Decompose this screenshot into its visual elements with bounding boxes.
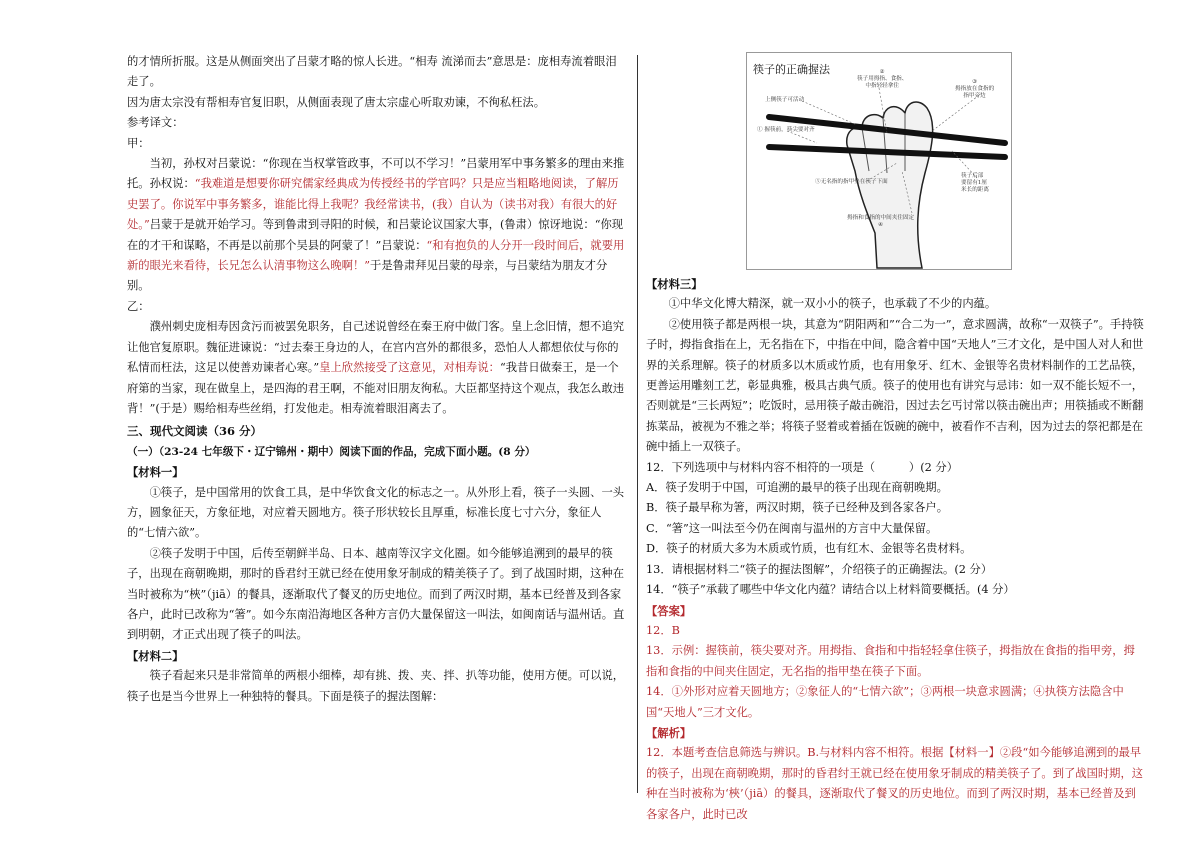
- question-13: 13．请根据材料二“筷子的握法图解”，介绍筷子的正确握法。(2 分）: [646, 562, 993, 576]
- label-three-fingers: ② 筷子用拇指、食指、 中指轻轻拿住: [857, 69, 908, 89]
- sub-heading: （一）（23-24 七年级下・辽宁锦州・期中）阅读下面的作品，完成下面小题。(8 分）: [127, 445, 536, 458]
- label-align-tips: ① 握筷前，筷尖要对齐: [757, 127, 815, 133]
- column-divider: [637, 55, 638, 793]
- chopsticks-grip-figure: [746, 52, 1012, 270]
- material-1-para-1: ①筷子，是中国常用的饮食工具，是中华饮食文化的标志之一。从外形上看，筷子一头圆、一头方，圆象征天，方象征地，对应着天圆地方。筷子形状较长且厚重，标准长度七寸六分，象征人的“七情六欲”。: [127, 485, 625, 540]
- figure-title: 筷子的正确握法: [753, 63, 830, 76]
- right-column: [646, 274, 1146, 825]
- label-ring-finger: ⑤无名指的指甲垫在筷子下面: [815, 179, 888, 185]
- material-2-heading: 【材料二】: [127, 648, 184, 663]
- label-thumb-index-fix: 拇指和食指的中间夹住固定 ④: [847, 215, 915, 228]
- label-thumb: ③ 拇指放在食指的 指甲旁边: [955, 79, 995, 99]
- translation-jia: 当初，孙权对吕蒙说：“你现在当权掌管政事，不可以不学习！”吕蒙用军中事务繁多的理由来推托。孙权说：“我难道是想要你研究儒家经典成为传授经书的学官吗？只是应当粗略地阅读，了解历史罢了。你说军中事务繁多，谁能比得上我呢？我经常读书，(我）自认为（读书对我）有很大的好处。”吕蒙于是就开始学习。等到鲁肃到寻阳的时候，和吕蒙论议国家大事，(鲁肃）惊讶地说：“你现在的才干和谋略，不再是以前那个吴县的阿蒙了！”吕蒙说：“和有抱负的人分开一段时间后，就要用新的眼光来看待，长兄怎么认清事物这么晚啊！”于是鲁肃拜见吕蒙的母亲，与吕蒙结为朋友才分别。: [127, 157, 625, 293]
- answer-14: 14．①外形对应着天圆地方；②象征人的“七情六欲”；③两根一块意求圆满；④执筷方法隐含中国“天地人”三才文化。: [646, 685, 1124, 719]
- analysis-12: 12．本题考查信息筛选与辨识。B.与材料内容不相符。根据【材料一】②段“如今能够追溯到的最早的筷子，出现在商朝晚期，那时的昏君纣王就已经在使用象牙制成的精美筷子了。到了战国时期，这种在当时被称为‘梜’（jiā）的餐具，逐渐取代了餐叉的历史地位。而到了两汉时期，基本已经普及到各家各户，此时已改: [646, 746, 1144, 821]
- material-3-para-2: ②使用筷子都是两根一块，其意为“阴阳两和”“合二为一”，意求圆满，故称“一双筷子”。手持筷子时，拇指食指在上，无名指在下，中指在中间，隐含着中国“天地人”三才文化，是中国人对人和世界的关系理解。筷子的材质多以木质或竹质，也有用象牙、红木、金银等名贵材料制作的工艺品筷，更善运用雕刻工艺，彰显典雅，极具古典气质。筷子的使用也有讲究与忌讳：如一双不能长短不一，否则就是“三长两短”；吃饭时，忌用筷子敲击碗沿，因过去乞丐讨常以筷击碗出声；用筷插或不断翻拣菜品，被视为不雅之举；将筷子竖着或着插在饭碗的碗中，被看作不吉利，因为过去的祭祀都是在碗中插上一双筷子。: [646, 317, 1144, 454]
- question-12-option-b: B．筷子最早称为箸，两汉时期，筷子已经种及到各家各户。: [646, 501, 949, 515]
- question-12: 12．下列选项中与材料内容不相符的一项是（ ）(2 分）: [646, 460, 958, 474]
- label-back-space: 筷子后部 要留有1厘 米长的距离: [961, 173, 989, 193]
- analysis-heading: 【解析】: [646, 725, 692, 740]
- question-12-option-c: C．“箸”这一叫法至今仍在闽南与温州的方言中大量保留。: [646, 521, 938, 535]
- question-12-option-d: D．筷子的材质大多为木质或竹质，也有红木、金银等名贵材料。: [646, 542, 972, 556]
- label-jia: 甲：: [127, 136, 150, 150]
- section-heading: 三、现代文阅读（36 分）: [127, 424, 263, 439]
- label-upper-chopstick: 上侧筷子可活动: [765, 97, 805, 103]
- line-3: 参考译文：: [127, 116, 184, 130]
- question-14: 14．“筷子”承载了哪些中华文化内蕴？请结合以上材料简要概括。(4 分）: [646, 583, 1015, 597]
- material-1-para-2: ②筷子发明于中国，后传至朝鲜半岛、日本、越南等汉字文化圈。如今能够追溯到的最早的筷子，出现在商朝晚期，那时的昏君纣王就已经在使用象牙制成的精美筷子了。到了战国时期，这种在当时被称为“梜”（jiā）的餐具，逐渐取代了餐叉的历史地位。而到了两汉时期，基本已经普及到各家各户，此时已改称为“箸”。如今东南沿海地区各种方言仍大量保留这一叫法，如闽南话与温州话。直到明朝，才正式出现了筷子的叫法。: [127, 546, 625, 642]
- answer-12: 12．B: [646, 623, 680, 637]
- material-2-para-1: 筷子看起来只是非常简单的两根小细棒，却有挑、拨、夹、拌、扒等功能，使用方便。可以说，筷子也是当今世界上一种独特的餐具。下面是筷子的握法图解：: [127, 669, 625, 703]
- line-2: 因为唐太宗没有帮相寿官复旧职，从侧面表现了唐太宗虚心听取劝谏，不徇私枉法。: [127, 95, 545, 109]
- answer-heading: 【答案】: [646, 603, 692, 618]
- left-column: [127, 52, 625, 707]
- line-1: 的才情所折服。这是从侧面突出了吕蒙才略的惊人长进。“相寿 流涕而去”意思是：庞相寿流着眼泪走了。: [127, 55, 617, 89]
- label-yi: 乙：: [127, 299, 150, 313]
- answer-13: 13．示例：握筷前，筷尖要对齐。用拇指、食指和中指轻轻拿住筷子，拇指放在食指的指甲旁，拇指和食指的中间夹住固定，无名指的指甲垫在筷子下面。: [646, 644, 1135, 678]
- material-3-heading: 【材料三】: [646, 277, 703, 291]
- material-1-heading: 【材料一】: [127, 465, 184, 480]
- translation-yi: 濮州刺史庞相寿因贪污而被罢免职务，自己述说曾经在秦王府中做门客。皇上念旧情，想不追究让他官复原职。魏征进谏说：“过去秦王身边的人，在宫内宫外的都很多，恐怕人人都想依仗与你的私情而枉法，这足以使善劝谏者心寒。”皇上欣然接受了这意见，对相寿说：“我昔日做秦王，是一个府第的当家，现在做皇上，是四海的君王啊，不能对旧朋友徇私。大臣都坚持这个观点，我怎么敢违背！”(于是）赐给相寿些丝绢，打发他走。相寿流着眼泪离去了。: [127, 320, 625, 415]
- material-3-para-1: ①中华文化博大精深，就一双小小的筷子，也承载了不少的内蕴。: [668, 297, 997, 311]
- question-12-option-a: A．筷子发明于中国，可追溯的最早的筷子出现在商朝晚期。: [646, 481, 948, 495]
